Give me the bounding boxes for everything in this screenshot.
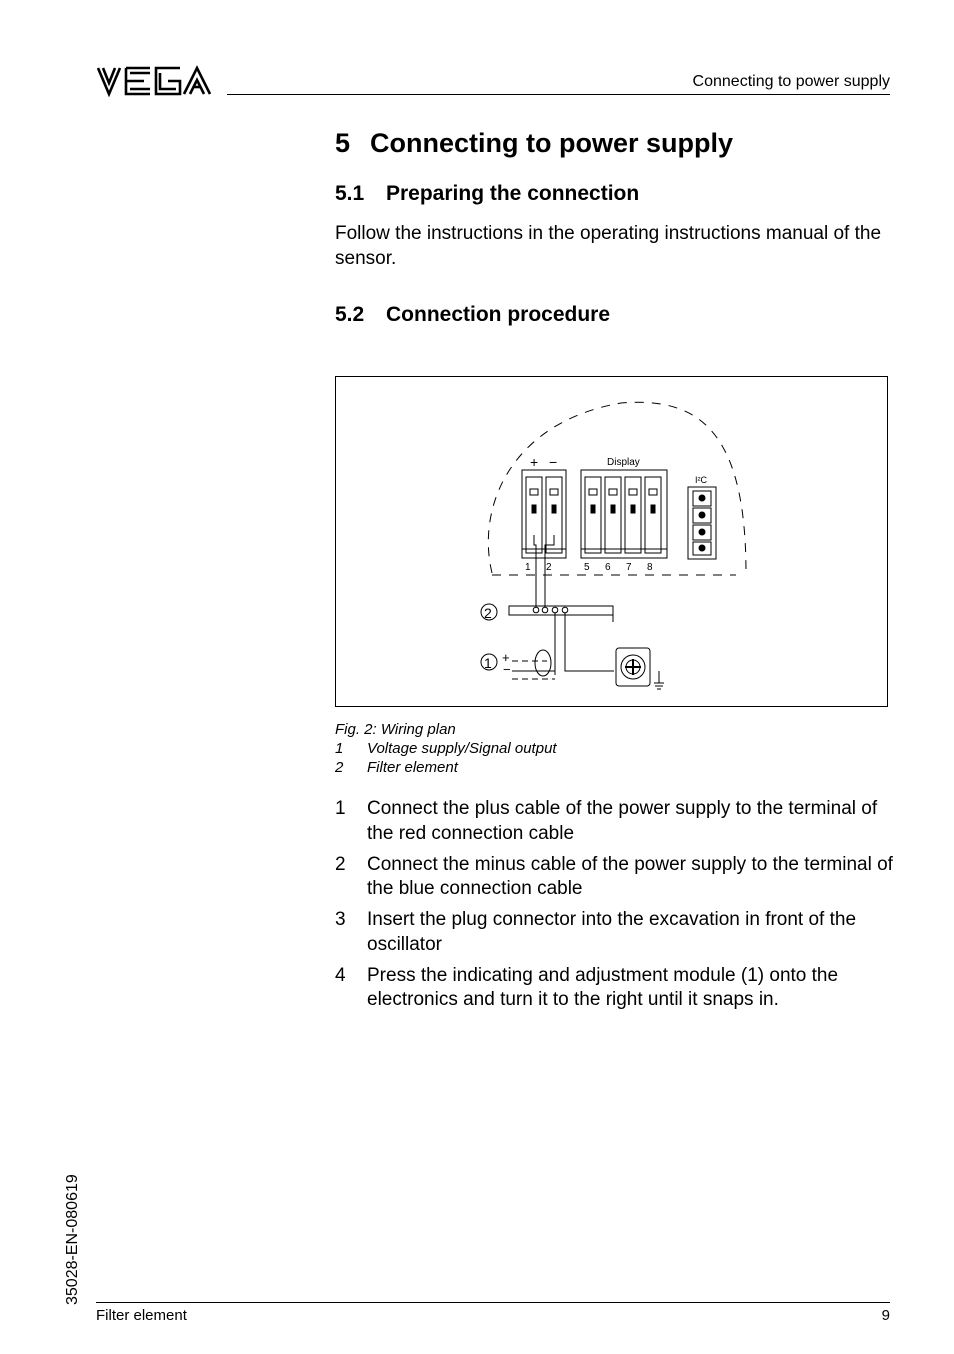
supply-minus-label: −: [503, 662, 511, 677]
step-index: 2: [335, 853, 346, 875]
step-text: Connect the minus cable of the power supply to the terminal of the blue connection cable: [367, 853, 893, 899]
terminal-label-7: 7: [626, 562, 632, 573]
step-index: 3: [335, 909, 346, 930]
terminal-block-display: [581, 470, 667, 558]
connection-steps: [335, 797, 895, 1019]
wire-4: [565, 613, 614, 671]
chapter-title: Connecting to power supply: [370, 128, 733, 158]
terminal-label-8: 8: [647, 562, 653, 573]
header-rule: [227, 94, 890, 95]
i2c-connector: [688, 487, 716, 559]
callout-2-label: 2: [484, 605, 492, 621]
ground-terminal: [616, 648, 664, 689]
chapter-number: 5: [335, 128, 351, 158]
footer-title: Filter element: [96, 1307, 187, 1324]
cable-sheath: [535, 650, 551, 676]
legend-item: [335, 758, 557, 777]
vega-logo: [96, 64, 214, 98]
step-item: [335, 797, 895, 846]
step-item: [335, 908, 895, 957]
figure-caption: [335, 720, 557, 777]
step-index: 1: [335, 798, 346, 819]
terminal-block-power: [522, 470, 566, 558]
legend-index: 1: [335, 740, 344, 757]
supply-plus-label: +: [502, 650, 510, 665]
caption-title: Fig. 2: Wiring plan: [335, 721, 456, 738]
legend-text: Filter element: [367, 759, 458, 776]
filter-element: [509, 606, 613, 622]
label-minus: −: [549, 454, 558, 470]
label-i2c: I²C: [695, 475, 707, 485]
section-heading-5-2: [335, 303, 610, 327]
section-5-1-body: Follow the instructions in the operating instructions manual of the sensor.: [335, 223, 882, 269]
section-title: Connection procedure: [386, 303, 611, 326]
page-number: 9: [881, 1307, 890, 1324]
callout-1-label: 1: [484, 655, 492, 671]
section-title: Preparing the connection: [386, 182, 640, 205]
step-item: [335, 964, 895, 1013]
svg-text:VEGA: VEGA: [155, 97, 158, 98]
legend-item: [335, 739, 557, 758]
terminal-label-2: 2: [546, 562, 552, 573]
section-heading-5-1: [335, 182, 639, 206]
chapter-heading: [335, 128, 733, 159]
housing-outline: [488, 402, 746, 573]
section-number: 5.2: [335, 303, 365, 326]
terminal-label-1: 1: [525, 562, 531, 573]
section-number: 5.1: [335, 182, 365, 205]
terminal-label-5: 5: [584, 562, 590, 573]
wiring-plan-figure: [335, 376, 888, 707]
running-head: Connecting to power supply: [692, 73, 890, 90]
document-id: 35028-EN-080619: [64, 1174, 81, 1305]
terminal-label-6: 6: [605, 562, 611, 573]
label-plus: +: [530, 454, 539, 470]
legend-text: Voltage supply/Signal output: [367, 740, 557, 757]
label-display: Display: [607, 457, 640, 468]
step-text: Press the indicating and adjustment module (1) onto the electronics and turn it to the right until it snaps in.: [367, 964, 839, 1010]
footer-rule: [96, 1302, 890, 1303]
step-index: 4: [335, 964, 346, 986]
wiring-diagram: [336, 377, 889, 708]
step-text: Insert the plug connector into the excavation in front of the oscillator: [367, 909, 857, 955]
step-text: Connect the plus cable of the power supply to the terminal of the red connection cable: [367, 798, 878, 844]
legend-index: 2: [335, 759, 344, 776]
wire-1: [534, 535, 536, 607]
step-item: [335, 853, 895, 902]
